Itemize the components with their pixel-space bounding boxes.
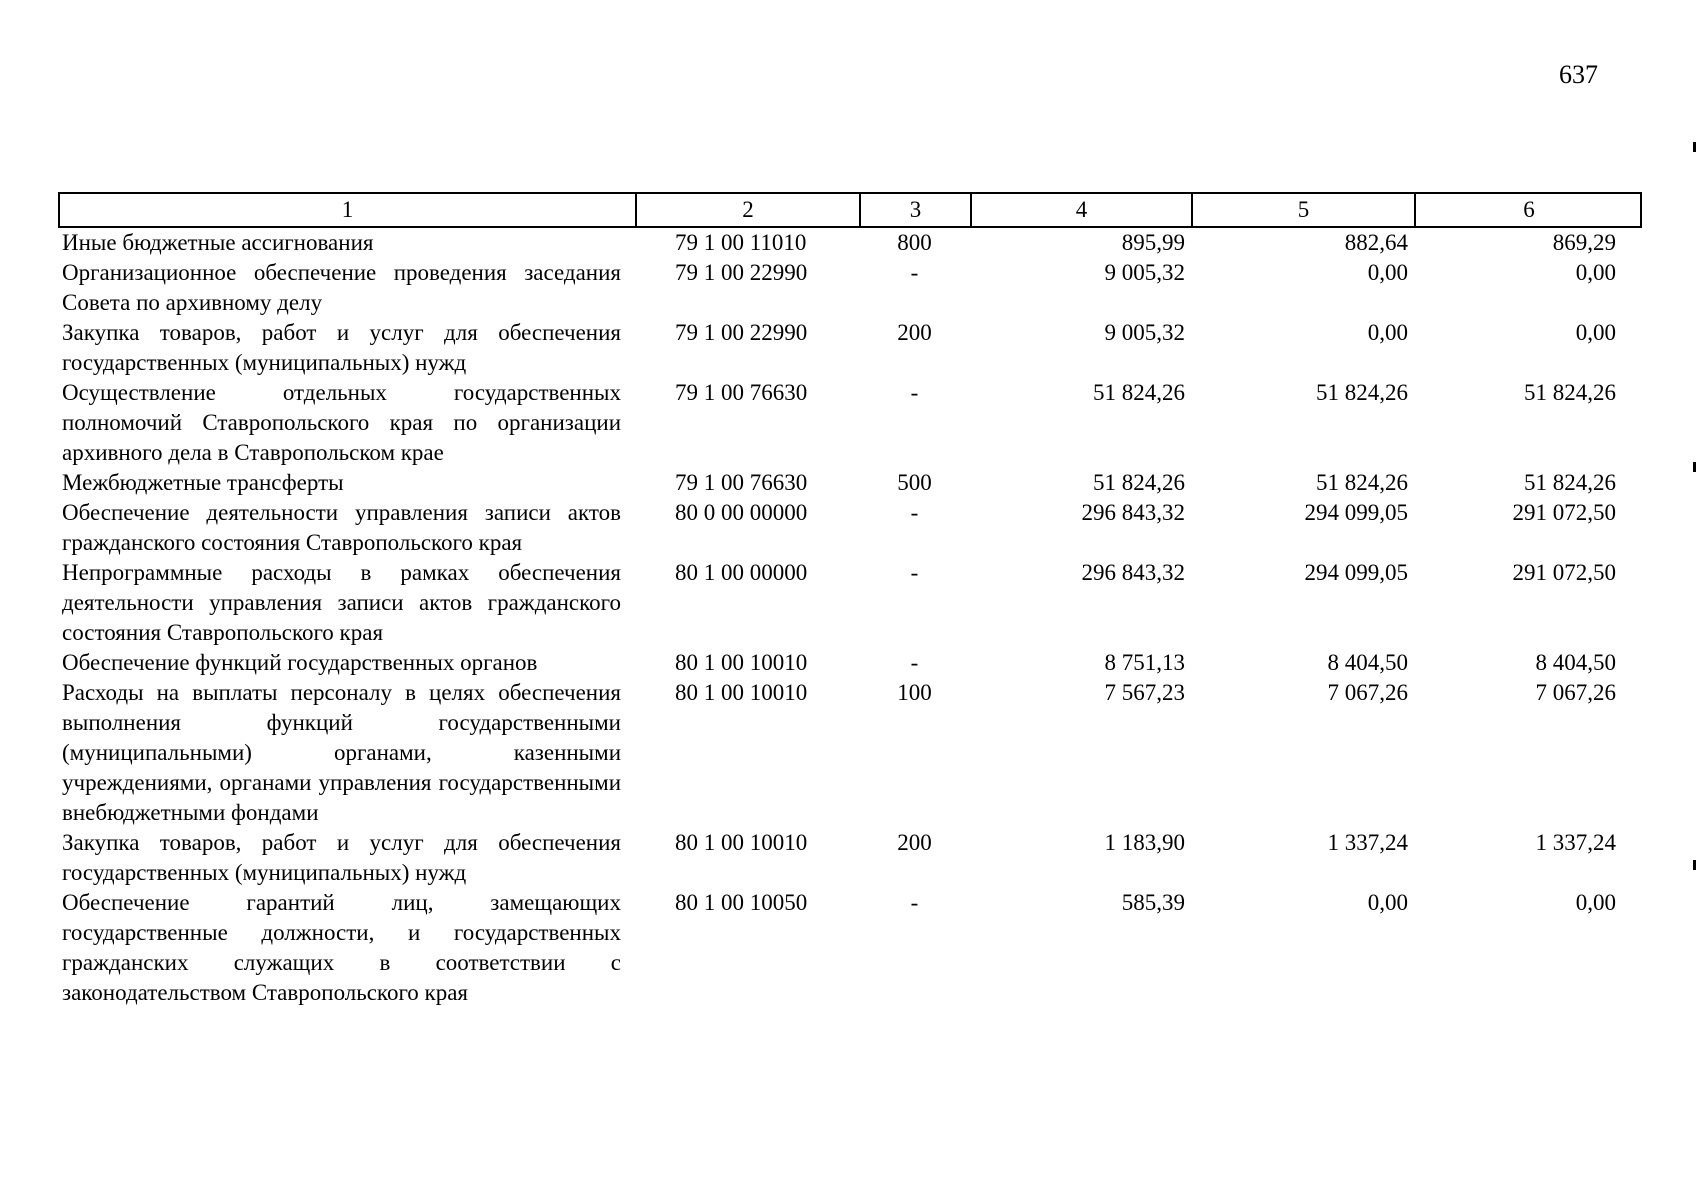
row-code: 80 1 00 10010 xyxy=(675,650,808,675)
table-row xyxy=(58,468,1642,498)
row-value-col-6: 1 337,24 xyxy=(1535,830,1616,855)
row-code: 80 1 00 10010 xyxy=(675,680,808,705)
row-expense-type: - xyxy=(910,500,919,525)
row-description: Расходы на выплаты персоналу в целях обеспечения выполнения функций государственными (муниципальными) органами, казенными учреждениями, органами управления государственными внебюджетными фондами xyxy=(62,680,621,825)
row-value-col-6: 51 824,26 xyxy=(1524,470,1616,495)
row-value-col-5: 0,00 xyxy=(1367,890,1408,915)
row-description: Межбюджетные трансферты xyxy=(62,470,344,495)
row-value-col-6: 0,00 xyxy=(1575,260,1616,285)
row-value-col-4: 7 567,23 xyxy=(1104,680,1185,705)
row-description: Непрограммные расходы в рамках обеспечения деятельности управления записи актов гражданского состояния Ставропольского края xyxy=(62,560,621,645)
row-value-col-5: 51 824,26 xyxy=(1316,380,1408,405)
row-value-col-6: 291 072,50 xyxy=(1512,560,1616,585)
row-value-col-4: 9 005,32 xyxy=(1104,260,1185,285)
row-value-col-6: 8 404,50 xyxy=(1535,650,1616,675)
row-code: 80 1 00 10050 xyxy=(675,890,808,915)
row-expense-type: - xyxy=(910,560,919,585)
header-col-4: 4 xyxy=(972,194,1193,226)
row-code: 79 1 00 22990 xyxy=(675,320,808,345)
row-value-col-6: 0,00 xyxy=(1575,320,1616,345)
header-col-2: 2 xyxy=(637,194,861,226)
row-value-col-4: 8 751,13 xyxy=(1104,650,1185,675)
row-expense-type: - xyxy=(910,380,919,405)
row-expense-type: 800 xyxy=(897,230,932,255)
table-row xyxy=(58,498,1642,558)
table-row xyxy=(58,318,1642,378)
row-value-col-6: 51 824,26 xyxy=(1524,380,1616,405)
row-description: Обеспечение деятельности управления записи актов гражданского состояния Ставропольского края xyxy=(62,500,621,555)
row-value-col-6: 7 067,26 xyxy=(1535,680,1616,705)
row-value-col-4: 585,39 xyxy=(1121,890,1185,915)
row-value-col-6: 869,29 xyxy=(1552,230,1616,255)
table-row xyxy=(58,678,1642,828)
table-row xyxy=(58,258,1642,318)
row-description: Организационное обеспечение проведения заседания Совета по архивному делу xyxy=(62,260,621,315)
row-expense-type: 200 xyxy=(897,320,932,345)
row-value-col-5: 294 099,05 xyxy=(1304,560,1408,585)
table-row xyxy=(58,828,1642,888)
row-value-col-5: 1 337,24 xyxy=(1327,830,1408,855)
row-value-col-4: 9 005,32 xyxy=(1104,320,1185,345)
row-description: Обеспечение гарантий лиц, замещающих государственные должности, и государственных гражданских служащих в соответствии с законодательством Ставропольского края xyxy=(62,890,621,1005)
row-description: Иные бюджетные ассигнования xyxy=(62,230,374,255)
row-expense-type: 200 xyxy=(897,830,932,855)
table-body xyxy=(58,228,1642,1008)
table-row xyxy=(58,228,1642,258)
row-value-col-4: 296 843,32 xyxy=(1081,500,1185,525)
row-value-col-5: 0,00 xyxy=(1367,260,1408,285)
header-col-3: 3 xyxy=(861,194,972,226)
table-header xyxy=(58,192,1642,228)
row-code: 79 1 00 76630 xyxy=(675,380,808,405)
table-row xyxy=(58,558,1642,648)
row-value-col-4: 51 824,26 xyxy=(1093,380,1185,405)
row-code: 80 0 00 00000 xyxy=(675,500,808,525)
row-value-col-4: 1 183,90 xyxy=(1104,830,1185,855)
row-value-col-6: 291 072,50 xyxy=(1512,500,1616,525)
row-value-col-5: 51 824,26 xyxy=(1316,470,1408,495)
row-value-col-5: 0,00 xyxy=(1367,320,1408,345)
table-row xyxy=(58,888,1642,1008)
row-code: 79 1 00 22990 xyxy=(675,260,808,285)
row-description: Осуществление отдельных государственных полномочий Ставропольского края по организации архивного дела в Ставропольском крае xyxy=(62,380,621,465)
row-expense-type: - xyxy=(910,650,919,675)
row-code: 80 1 00 00000 xyxy=(675,560,808,585)
row-description: Закупка товаров, работ и услуг для обеспечения государственных (муниципальных) нужд xyxy=(62,830,621,885)
row-code: 80 1 00 10010 xyxy=(675,830,808,855)
table-row xyxy=(58,648,1642,678)
row-code: 79 1 00 11010 xyxy=(675,230,807,255)
header-col-1: 1 xyxy=(60,194,637,226)
row-description: Обеспечение функций государственных органов xyxy=(62,650,538,675)
row-value-col-4: 51 824,26 xyxy=(1093,470,1185,495)
row-expense-type: 100 xyxy=(897,680,932,705)
row-code: 79 1 00 76630 xyxy=(675,470,808,495)
row-value-col-5: 8 404,50 xyxy=(1327,650,1408,675)
row-value-col-5: 294 099,05 xyxy=(1304,500,1408,525)
row-expense-type: - xyxy=(910,890,919,915)
row-expense-type: 500 xyxy=(897,470,932,495)
row-value-col-5: 882,64 xyxy=(1344,230,1408,255)
row-value-col-4: 895,99 xyxy=(1121,230,1185,255)
header-col-6: 6 xyxy=(1523,197,1535,222)
row-value-col-5: 7 067,26 xyxy=(1327,680,1408,705)
table-row xyxy=(58,378,1642,468)
row-value-col-4: 296 843,32 xyxy=(1081,560,1185,585)
header-col-5: 5 xyxy=(1193,194,1416,226)
row-description: Закупка товаров, работ и услуг для обеспечения государственных (муниципальных) нужд xyxy=(62,320,621,375)
budget-table xyxy=(58,192,1642,1008)
row-expense-type: - xyxy=(910,260,919,285)
page-number: 637 xyxy=(1559,60,1598,89)
row-value-col-6: 0,00 xyxy=(1575,890,1616,915)
